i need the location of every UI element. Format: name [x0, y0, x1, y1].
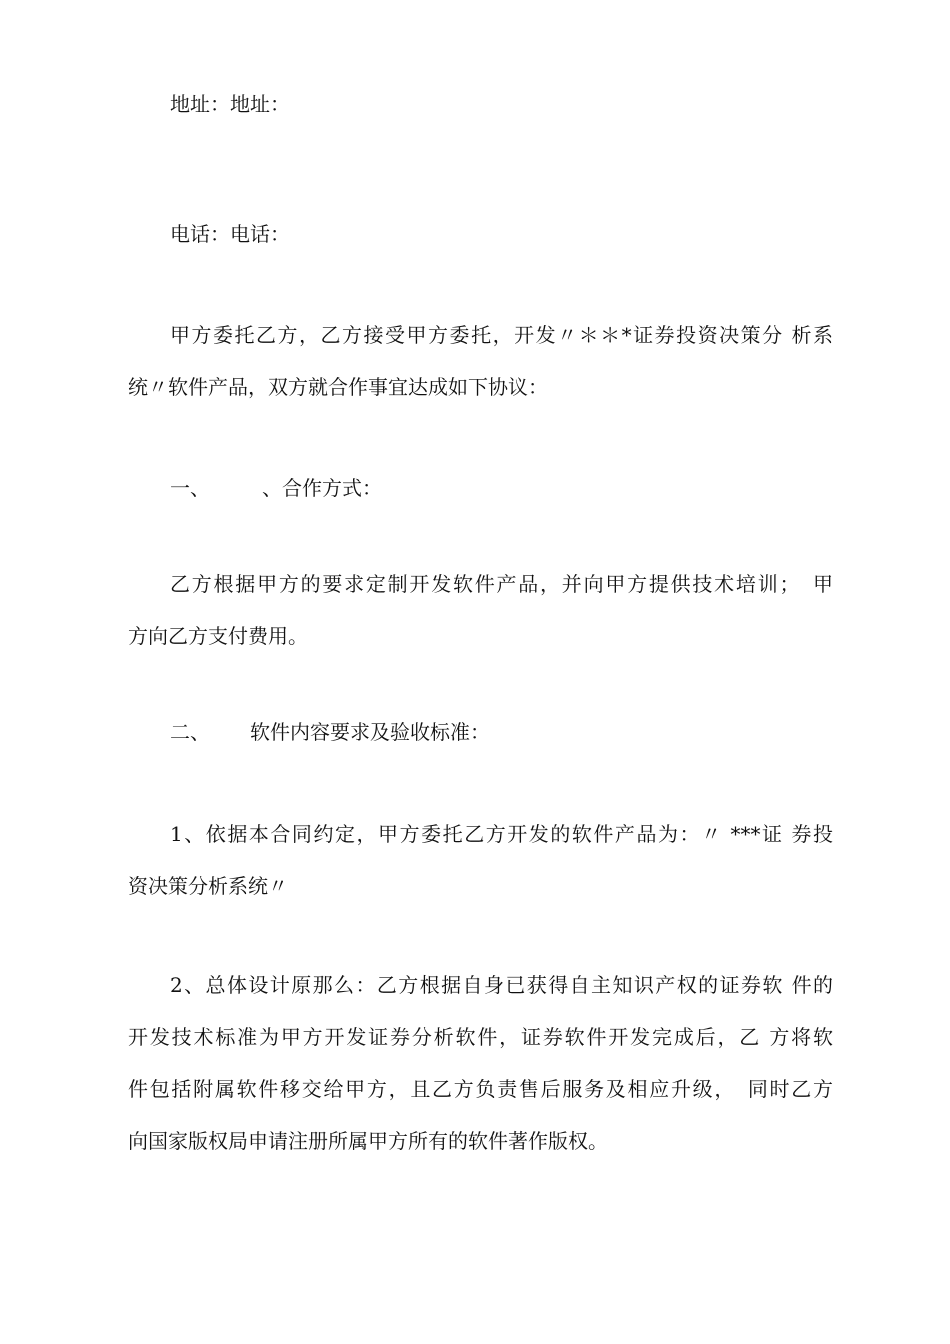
section-2-item-2-line-4: 向国家版权局申请注册所属甲方所有的软件著作版权。 — [128, 1129, 608, 1153]
phone-line: 电话：电话： — [170, 222, 290, 246]
section-2-item-2-line-2: 开发技术标准为甲方开发证券分析软件，证券软件开发完成后，乙 方将软 — [128, 1025, 833, 1049]
section-1-body-line-1: 乙方根据甲方的要求定制开发软件产品，并向甲方提供技术培训； 甲 — [170, 572, 833, 596]
section-1-title: 、合作方式： — [262, 476, 382, 500]
intro-line-1: 甲方委托乙方，乙方接受甲方委托，开发〃＊＊*证券投资决策分 析系 — [170, 323, 833, 347]
section-2-heading — [128, 720, 875, 744]
section-1-number: 一、 — [170, 476, 210, 500]
section-1-heading — [128, 476, 875, 500]
section-2-item-1-line-1: 1、依据本合同约定，甲方委托乙方开发的软件产品为：〃 ***证 券投 — [170, 822, 833, 846]
intro-line-2: 统〃软件产品，双方就合作事宜达成如下协议： — [128, 375, 548, 399]
section-2-item-2-line-3: 件包括附属软件移交给甲方，且乙方负责售后服务及相应升级， 同时乙方 — [128, 1077, 833, 1101]
section-1-body-line-2: 方向乙方支付费用。 — [128, 624, 308, 648]
section-2-item-2-line-1: 2、总体设计原那么：乙方根据自身已获得自主知识产权的证券软 件的 — [170, 973, 833, 997]
address-line: 地址：地址： — [170, 92, 290, 116]
section-2-item-1-line-2: 资决策分析系统〃 — [128, 874, 288, 898]
section-2-title: 软件内容要求及验收标准： — [250, 720, 490, 744]
section-2-number: 二、 — [170, 720, 210, 744]
